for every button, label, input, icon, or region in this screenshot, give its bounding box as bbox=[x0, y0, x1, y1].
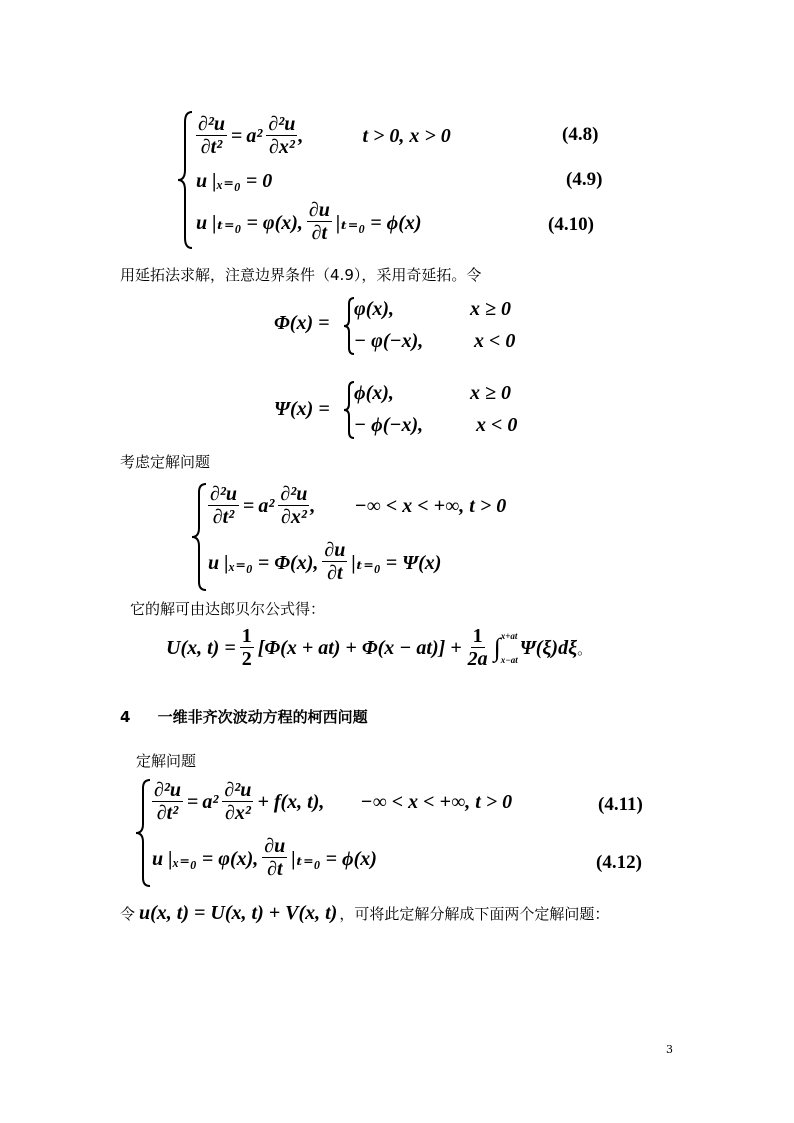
phi-cond-1: x ≥ 0 bbox=[470, 298, 511, 320]
psi-definition-lhs: Ψ(x) = bbox=[274, 398, 330, 420]
equation-4-8: $\frac{\text{∂²u}}{\text{∂t²}}$ = a² $\frac{\text{∂²u}}{\text{∂x²}}$ , t > 0, x > 0 bbox=[198, 113, 451, 158]
section-heading bbox=[120, 706, 368, 727]
aux-initial-conditions: u |ₓ₌₀ = Φ(x), $\frac{\partial u}{\partial t}$ |ₜ₌₀ = Ψ(x) bbox=[208, 539, 442, 584]
phi-case-1: φ(x), bbox=[354, 298, 395, 320]
section-number: 4 bbox=[120, 708, 131, 726]
paragraph-extension-method: 用延拓法求解，注意边界条件（4.9），采用奇延拓。令 bbox=[120, 266, 482, 284]
paragraph-consider-problem: 考虑定解问题 bbox=[120, 453, 211, 471]
equation-label-4-8: (4.8) bbox=[562, 124, 599, 145]
brace-eq48-410 bbox=[176, 110, 194, 250]
phi-case-2: − φ(−x), bbox=[354, 330, 424, 352]
equation-4-11: $\frac{\text{∂²u}}{\text{∂t²}}$ = a² $\frac{\text{∂²u}}{\text{∂x²}}$ + f(x, t), −∞ < x < +∞, t > 0 bbox=[154, 779, 513, 824]
paragraph-dalembert-intro: 它的解可由达郎贝尔公式得： bbox=[130, 600, 326, 618]
equation-label-4-12: (4.12) bbox=[596, 852, 642, 873]
phi-cond-2: x < 0 bbox=[474, 330, 516, 352]
phi-definition-lhs: Φ(x) = bbox=[274, 312, 330, 334]
equation-label-4-10: (4.10) bbox=[548, 214, 594, 235]
equation-4-9: u |ₓ₌₀ = 0 bbox=[196, 170, 273, 192]
dalembert-formula: U(x, t) = $\frac{1}{2}$ [Φ(x + at) + Φ(x − at)] + $\frac{1}{2a}$ ∫ x+at x−at Ψ(ξ)dξ 。 bbox=[166, 625, 593, 670]
equation-4-10: u |ₜ₌₀ = φ(x), $\frac{\partial u}{\partial t}$ |ₜ₌₀ = ϕ(x) bbox=[196, 199, 422, 244]
equation-4-12: u |ₓ₌₀ = φ(x), $\frac{\partial u}{\partial t}$ |ₜ₌₀ = ϕ(x) bbox=[152, 835, 377, 880]
section-title: 一维非齐次波动方程的柯西问题 bbox=[157, 708, 368, 726]
aux-wave-equation: $\frac{\text{∂²u}}{\text{∂t²}}$ = a² $\frac{\text{∂²u}}{\text{∂x²}}$ , −∞ < x < +∞, t > 0 bbox=[210, 483, 507, 528]
brace-aux-problem bbox=[190, 482, 208, 592]
psi-case-2: − ϕ(−x), bbox=[354, 414, 424, 436]
psi-case-1: ϕ(x), bbox=[354, 382, 394, 404]
equation-label-4-11: (4.11) bbox=[598, 794, 643, 815]
page-number: 3 bbox=[666, 1043, 673, 1056]
brace-eq411-412 bbox=[134, 778, 152, 888]
psi-cond-2: x < 0 bbox=[476, 414, 518, 436]
paragraph-problem: 定解问题 bbox=[136, 752, 197, 770]
psi-cond-1: x ≥ 0 bbox=[470, 382, 511, 404]
equation-label-4-9: (4.9) bbox=[566, 169, 603, 190]
paragraph-decomposition: 令 u(x, t) = U(x, t) + V(x, t) ，可将此定解分解成下面两个定解问题： bbox=[120, 902, 610, 924]
